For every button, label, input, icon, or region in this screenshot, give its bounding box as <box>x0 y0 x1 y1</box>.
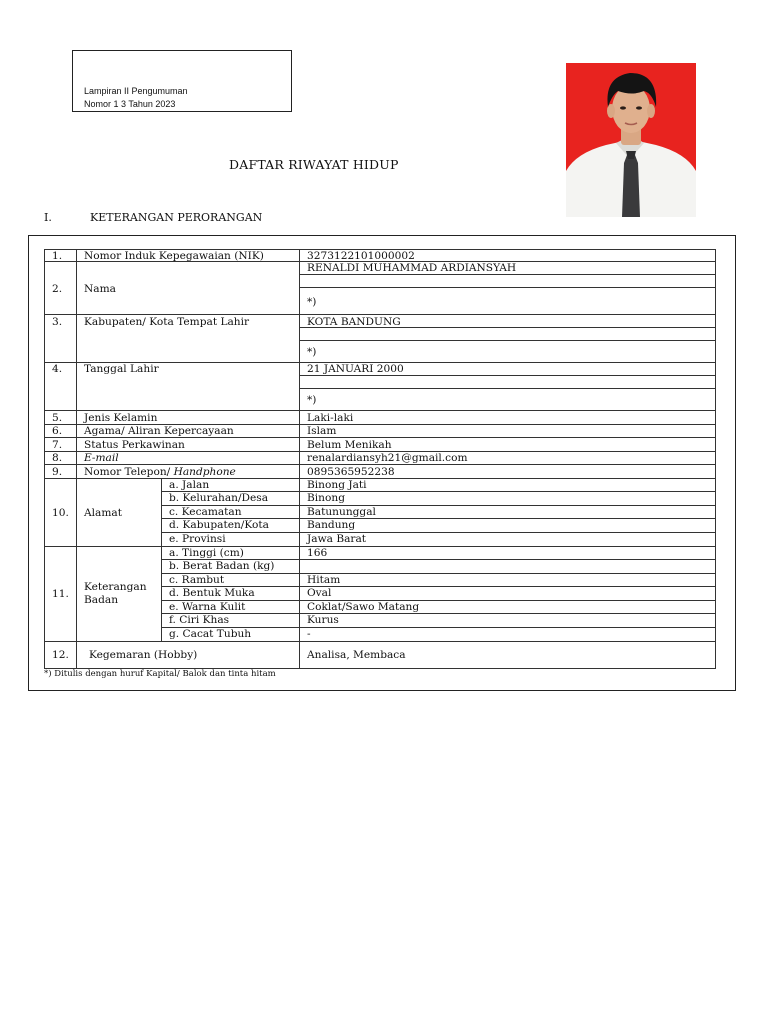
row-11-label-line-1: Keterangan <box>84 581 147 593</box>
row-4-value: 21 JANUARI 2000 <box>307 363 404 375</box>
row-1-label: Nomor Induk Kepegawaian (NIK) <box>84 250 264 262</box>
row-4-number: 4. <box>52 363 63 375</box>
body-item-label: a. Tinggi (cm) <box>169 547 244 559</box>
row-1-value: 3273122101000002 <box>307 250 415 262</box>
profile-photo <box>566 63 696 217</box>
row-1-number: 1. <box>52 250 63 262</box>
row-12-number: 12. <box>52 649 69 661</box>
row-8-label: E-mail <box>84 452 119 464</box>
footnote: *) Ditulis dengan huruf Kapital/ Balok dan tinta hitam <box>44 669 276 679</box>
lampiran-line-2: Nomor 1 3 Tahun 2023 <box>84 99 176 109</box>
address-item-label: e. Provinsi <box>169 533 226 545</box>
section-number: I. <box>44 211 52 224</box>
row-2-label: Nama <box>84 283 116 295</box>
row-2-number: 2. <box>52 283 63 295</box>
row-3-label: Kabupaten/ Kota Tempat Lahir <box>84 316 250 328</box>
row-8-number: 8. <box>52 452 63 464</box>
row-2-note: *) <box>307 296 317 308</box>
body-item-label: b. Berat Badan (kg) <box>169 560 275 572</box>
address-item-value: Jawa Barat <box>307 533 367 545</box>
row-6-number: 6. <box>52 425 63 437</box>
address-item-value: Binong <box>307 492 345 504</box>
address-item-label: b. Kelurahan/Desa <box>169 492 269 504</box>
address-item-value: Binong Jati <box>307 479 367 491</box>
row-6-label: Agama/ Aliran Kepercayaan <box>84 425 234 437</box>
address-item-label: d. Kabupaten/Kota <box>169 519 269 531</box>
row-5-value: Laki-laki <box>307 412 354 424</box>
row-7-value: Belum Menikah <box>307 439 392 451</box>
row-3-note: *) <box>307 346 317 358</box>
document-title: DAFTAR RIWAYAT HIDUP <box>229 157 399 172</box>
row-6-value: Islam <box>307 425 337 437</box>
body-item-value: 166 <box>307 547 328 559</box>
lampiran-box <box>72 50 292 112</box>
person-photo-icon <box>566 63 696 217</box>
row-3-number: 3. <box>52 316 63 328</box>
row-9-label <box>84 466 236 478</box>
row-7-label: Status Perkawinan <box>84 439 185 451</box>
address-item-value: Bandung <box>307 519 356 531</box>
body-item-value: Coklat/Sawo Matang <box>307 601 420 613</box>
body-item-label: e. Warna Kulit <box>169 601 246 613</box>
row-8-value: renalardiansyh21@gmail.com <box>307 452 468 464</box>
row-3-value: KOTA BANDUNG <box>307 316 401 328</box>
section-title: KETERANGAN PERORANGAN <box>90 211 263 224</box>
body-item-value: Kurus <box>307 614 339 626</box>
row-12-value: Analisa, Membaca <box>307 649 406 661</box>
address-item-label: a. Jalan <box>169 479 210 491</box>
body-item-label: c. Rambut <box>169 574 225 586</box>
row-5-number: 5. <box>52 412 63 424</box>
address-item-value: Batununggal <box>307 506 376 518</box>
row-2-value: RENALDI MUHAMMAD ARDIANSYAH <box>307 262 517 274</box>
body-item-label: f. Ciri Khas <box>169 614 230 626</box>
row-12-label: Kegemaran (Hobby) <box>89 649 198 661</box>
row-4-label: Tanggal Lahir <box>84 363 159 375</box>
body-item-value: Hitam <box>307 574 341 586</box>
body-item-value: Oval <box>307 587 332 599</box>
address-item-label: c. Kecamatan <box>169 506 242 518</box>
row-4-note: *) <box>307 394 317 406</box>
row-9-label-text: Nomor Telepon/ <box>84 466 174 478</box>
row-5-label: Jenis Kelamin <box>84 412 158 424</box>
body-item-value: - <box>307 628 311 640</box>
row-9-number: 9. <box>52 466 63 478</box>
body-item-label: d. Bentuk Muka <box>169 587 255 599</box>
row-9-value: 0895365952238 <box>307 466 395 478</box>
lampiran-line-1: Lampiran II Pengumuman <box>84 86 188 96</box>
row-10-number: 10. <box>52 507 69 519</box>
body-item-label: g. Cacat Tubuh <box>169 628 252 640</box>
row-11-number: 11. <box>52 588 69 600</box>
row-11-label-line-2: Badan <box>84 594 119 606</box>
row-9-label-italic: Handphone <box>173 466 236 478</box>
row-7-number: 7. <box>52 439 63 451</box>
row-10-label: Alamat <box>84 507 122 519</box>
